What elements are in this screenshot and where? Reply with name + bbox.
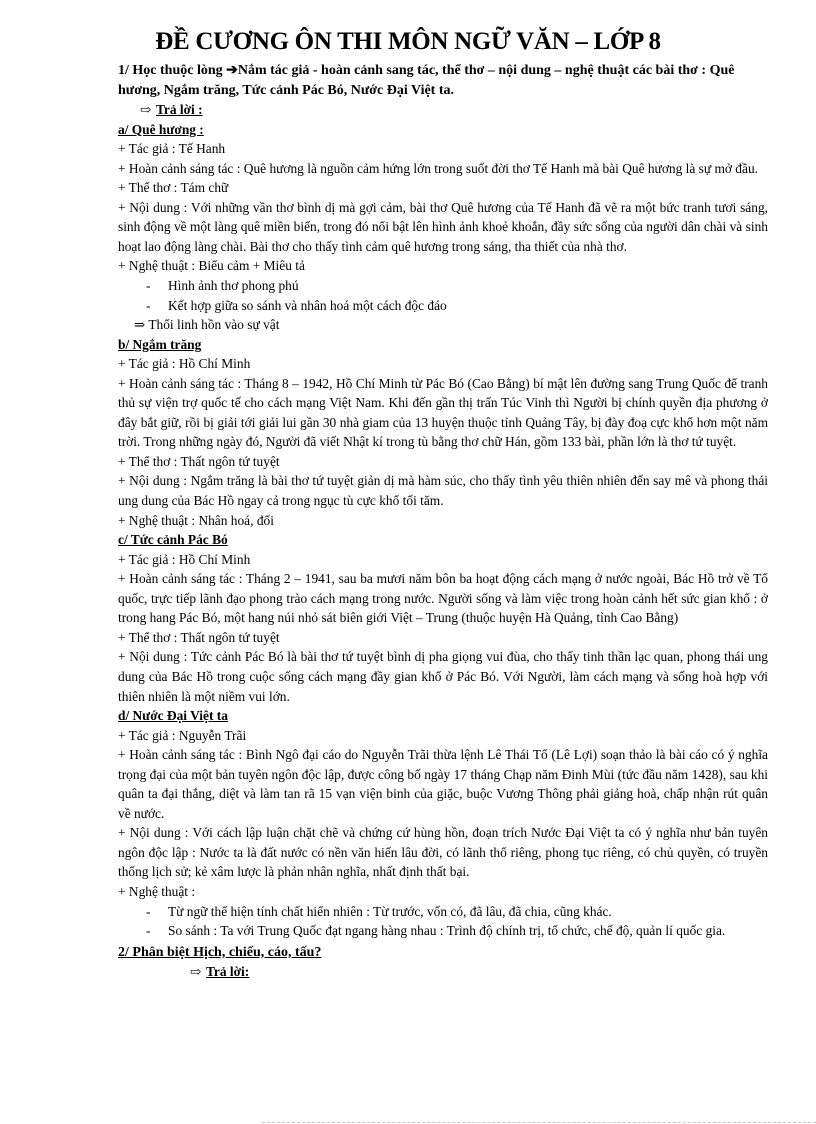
implies-arrow-icon: ⇒ xyxy=(134,317,146,333)
text-line: + Nội dung : Với cách lập luận chặt chẽ và chứng cứ hùng hồn, đoạn trích Nước Đại Việt ta có ý nghĩa như bản tuyên ngôn độc lập : Nước ta là đất nước có nền văn hiến lâu đời, có lãnh thổ riêng, phong tục riêng, có chủ quyền, có truyền thống lịch sử; kẻ xâm lược là phản nhân nghĩa, nhất định thất bại. xyxy=(118,825,768,880)
text-line: + Thể thơ : Tám chữ xyxy=(118,180,229,196)
text-line: + Thể thơ : Thất ngôn tứ tuyệt xyxy=(118,453,280,469)
implies-line: ⇒ Thổi linh hồn vào sự vật xyxy=(134,317,280,333)
text-line: + Nội dung : Tức cảnh Pác Bó là bài thơ tứ tuyệt bình dị pha giọng vui đùa, cho thấy tinh thần lạc quan, phong thái ung dung của Bác Hồ trong cuộc sống cách mạng đầy gian khổ ở Pác Bó. Với Người, làm cách mạng và sống hoà hợp với thiên nhiên là một niềm vui lớn. xyxy=(118,649,768,704)
text-line: + Nghệ thuật : Nhân hoá, đối xyxy=(118,512,274,528)
text-line: + Nội dung : Ngắm trăng là bài thơ tứ tuyệt giản dị mà hàm súc, cho thấy tình yêu thiên nhiên đến say mê và phong thái ung dung của Bác Hồ ngay cả trong ngục tù cực khổ tối tăm. xyxy=(118,473,768,509)
question-1-prefix: 1/ Học thuộc lòng xyxy=(118,63,227,78)
text-line: + Hoàn cảnh sáng tác : Bình Ngô đại cáo do Nguyễn Trãi thừa lệnh Lê Thái Tổ (Lê Lợi) soạn thảo là bài cáo có ý nghĩa trọng đại của một bản tuyên ngôn độc lập, được công bố ngày 17 tháng Chạp năm Đinh Mùi (tức đầu năm 1428), sau khi quân ta đại thắng, diệt và làm tan rã 15 vạn viện binh của giặc, buộc Vương Thông phải giảng hoà, chấp nhận rút quân về nước. xyxy=(118,747,768,821)
text-line: + Hoàn cảnh sáng tác : Tháng 8 – 1942, Hồ Chí Minh từ Pác Bó (Cao Bằng) bí mật lên đường sang Trung Quốc để tranh thủ sự viện trợ quốc tế cho cách mạng Việt Nam. Khi đến gần thị trấn Túc Vinh thì Người bị chính quyền địa phương ở đây bắt giữ, rồi bị giải tới giải lui gần 30 nhà giam của 13 huyện thuộc tỉnh Quảng Tây, bị đày đoạ cực khổ hơn một năm trời. Trong những ngày đó, Người đã viết Nhật kí trong tù bằng thơ chữ Hán, gồm 133 bài, phần lớn là thơ tứ tuyệt. xyxy=(118,375,768,450)
bullet-item: - Từ ngữ thể hiện tính chất hiển nhiên : Từ trước, vốn có, đã lâu, đã chia, cũng khác. xyxy=(146,903,612,919)
arrow-right-icon: ➔ xyxy=(226,63,238,78)
question-2: 2/ Phân biệt Hịch, chiếu, cáo, tấu? xyxy=(118,944,322,960)
text-line: + Thể thơ : Thất ngôn tứ tuyệt xyxy=(118,629,280,645)
text-line: + Tác giả : Hồ Chí Minh xyxy=(118,356,251,372)
text-line: + Tác giả : Hồ Chí Minh xyxy=(118,551,251,567)
answer-label: Trả lời : xyxy=(156,102,203,118)
section-heading-que-huong: a/ Quê hương : xyxy=(118,121,204,137)
document-body xyxy=(118,61,768,982)
bullet-item: - Hình ảnh thơ phong phú xyxy=(146,278,299,294)
text-line: + Nghệ thuật : xyxy=(118,883,196,899)
text-line: + Tác giả : Tế Hanh xyxy=(118,141,226,157)
right-arrow-icon: ⇨ xyxy=(140,102,152,118)
answer-heading-1 xyxy=(118,100,768,120)
bullet-item: - Kết hợp giữa so sánh và nhân hoá một cách độc đáo xyxy=(146,297,447,313)
text-line: + Hoàn cảnh sáng tác : Tháng 2 – 1941, sau ba mươi năm bôn ba hoạt động cách mạng ở nước ngoài, Bác Hồ trở về Tổ quốc, trực tiếp lãnh đạo phong trào cách mạng trong nước. Người sống và làm việc trong hoàn cảnh hết sức gian khổ : ở trong hang Pác Bó, một hang núi nhỏ sát biên giới Việt – Trung (thuộc huyện Hà Quảng, tỉnh Cao Bằng) xyxy=(118,571,768,626)
answer-heading-2 xyxy=(118,962,768,982)
section-heading-ngam-trang: b/ Ngắm trăng xyxy=(118,336,202,352)
bullet-item: - So sánh : Ta với Trung Quốc đạt ngang hàng nhau : Trình độ chính trị, tổ chức, chế độ, quản lí quốc gia. xyxy=(146,923,726,939)
text-line: + Hoàn cảnh sáng tác : Quê hương là nguồn cảm hứng lớn trong suốt đời thơ Tế Hanh mà bài Quê hương là sự mở đầu. xyxy=(118,160,758,176)
right-arrow-icon: ⇨ xyxy=(190,964,202,980)
document-title: ĐỀ CƯƠNG ÔN THI MÔN NGỮ VĂN – LỚP 8 xyxy=(155,28,661,55)
text-line: + Nội dung : Với những vần thơ bình dị mà gợi cảm, bài thơ Quê hương của Tế Hanh đã vẽ ra một bức tranh tươi sáng, sinh động về một làng quê miền biển, trong đó nổi bật lên hình ảnh khoẻ khoắn, đầy sức sống của người dân chài và sinh hoạt lao động làng chài. Bài thơ cho thấy tình cảm quê hương trong sáng, tha thiết của nhà thơ. xyxy=(118,199,768,254)
question-1-text: Nắm tác giả - hoàn cảnh sang tác, thể thơ – nội dung – nghệ thuật các bài thơ : Quê hương, Ngắm trăng, Tức cảnh Pác Bó, Nước Đại Việt ta. xyxy=(118,63,735,98)
text-line: + Nghệ thuật : Biểu cảm + Miêu tả xyxy=(118,258,305,274)
text-line: + Tác giả : Nguyễn Trãi xyxy=(118,727,247,743)
answer-label-2: Trả lời: xyxy=(206,964,250,980)
section-heading-tuc-canh-pac-bo: c/ Tức cảnh Pác Bó xyxy=(118,532,228,548)
question-1 xyxy=(118,61,768,100)
section-heading-nuoc-dai-viet-ta: d/ Nước Đại Việt ta xyxy=(118,708,228,724)
